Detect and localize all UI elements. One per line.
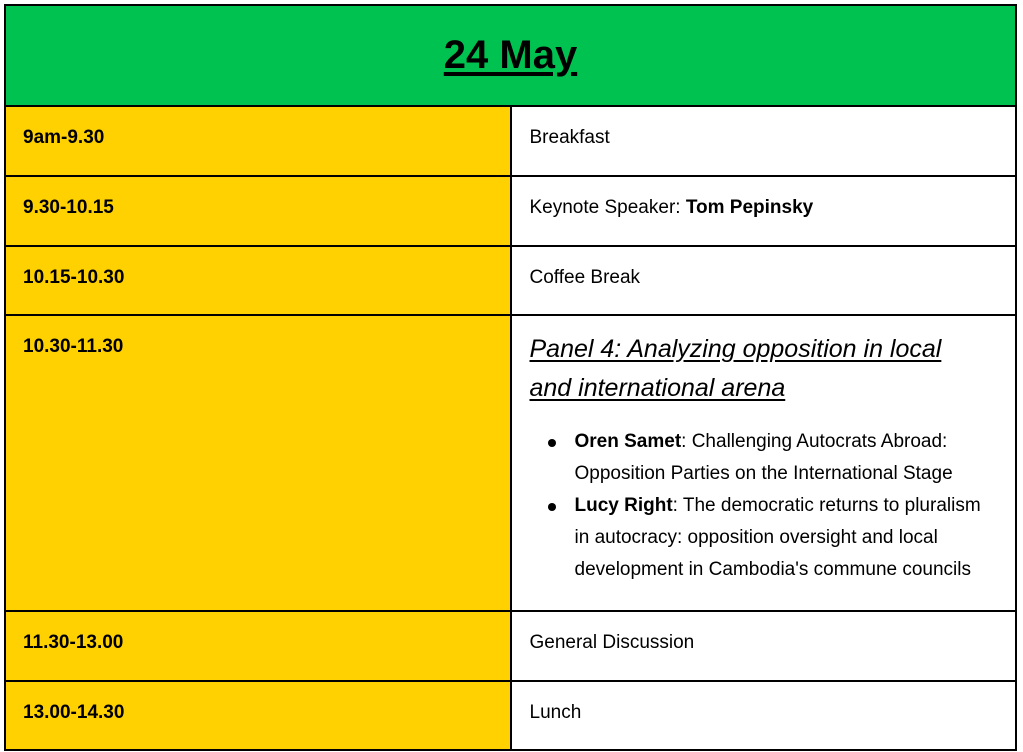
time-cell: 10.30-11.30: [5, 315, 511, 611]
event-cell: [511, 176, 1017, 246]
table-row: [5, 315, 1016, 611]
event-cell: Coffee Break: [511, 246, 1017, 315]
bullet-icon: [548, 503, 556, 511]
time-cell: 10.15-10.30: [5, 246, 511, 315]
table-row: [5, 176, 1016, 246]
page-title: 24 May: [443, 33, 578, 77]
time-cell: 9am-9.30: [5, 106, 511, 176]
panel-title: Panel 4: Analyzing opposition in local and international arena: [529, 335, 942, 402]
table-row: [5, 611, 1016, 681]
title-cell: [5, 5, 1016, 106]
table-row: [5, 681, 1016, 750]
speaker-name: Oren Samet: [574, 431, 682, 452]
speaker-name: Lucy Right: [574, 495, 673, 516]
time-cell: 9.30-10.15: [5, 176, 511, 246]
title-row: [5, 5, 1016, 106]
time-cell: 13.00-14.30: [5, 681, 511, 750]
table-row: [5, 106, 1016, 176]
list-item: [530, 426, 986, 490]
talk-title: : The democratic returns to pluralism in autocracy: opposition oversight and local development in Cambodia's commune councils: [574, 495, 981, 580]
talk-title: : Challenging Autocrats Abroad: Opposition Parties on the International Stage: [574, 431, 953, 484]
keynote-speaker-name: Tom Pepinsky: [685, 197, 814, 218]
time-cell: 11.30-13.00: [5, 611, 511, 681]
talk-list: [530, 426, 986, 586]
event-prefix: Keynote Speaker:: [529, 197, 686, 218]
panel-cell: [511, 315, 1017, 611]
bullet-icon: [548, 439, 556, 447]
table-row: [5, 246, 1016, 315]
event-cell: Lunch: [511, 681, 1017, 750]
list-item: [530, 490, 986, 586]
event-cell: Breakfast: [511, 106, 1017, 176]
event-cell: General Discussion: [511, 611, 1017, 681]
schedule-table: [4, 4, 1017, 751]
